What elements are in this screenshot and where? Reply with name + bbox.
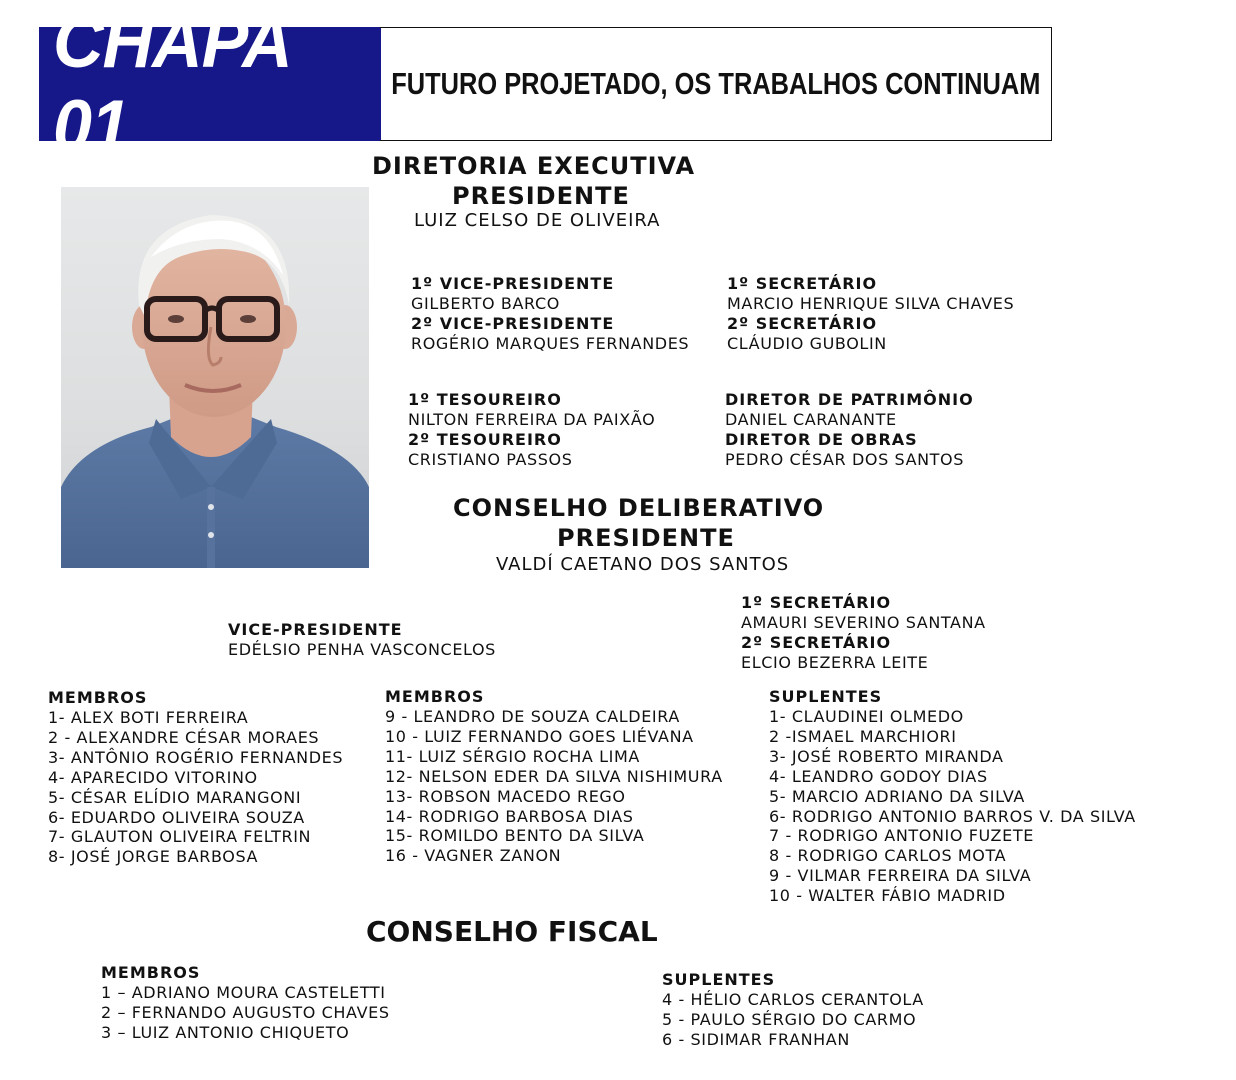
- fiscal-alternates-list: [662, 990, 924, 1050]
- tes1-label: 1º TESOUREIRO: [408, 390, 562, 409]
- tes2-name: CRISTIANO PASSOS: [408, 450, 573, 469]
- diretoria-vice-presidents: [411, 274, 689, 354]
- fiscal-members: [101, 963, 390, 1043]
- deliberativo-sec1-label: 1º SECRETÁRIO: [741, 593, 892, 612]
- diretoria-president-name: LUIZ CELSO DE OLIVEIRA: [414, 210, 661, 231]
- slogan-text: FUTURO PROJETADO, OS TRABALHOS CONTINUAM: [390, 66, 1041, 101]
- member-item: 15- ROMILDO BENTO DA SILVA: [385, 826, 645, 846]
- fiscal-member-item: 2 – FERNANDO AUGUSTO CHAVES: [101, 1002, 390, 1022]
- fiscal-alternates-label: SUPLENTES: [662, 970, 776, 989]
- member-item: 9 - LEANDRO DE SOUZA CALDEIRA: [385, 707, 680, 726]
- alternate-item: 4- LEANDRO GODOY DIAS: [769, 766, 988, 786]
- member-item: 11- LUIZ SÉRGIO ROCHA LIMA: [385, 746, 640, 766]
- member-item: 2 - ALEXANDRE CÉSAR MORAES: [48, 727, 320, 747]
- members-list: [385, 707, 723, 866]
- member-item: 4- APARECIDO VITORINO: [48, 767, 258, 787]
- member-item: 1- ALEX BOTI FERREIRA: [48, 708, 249, 727]
- slogan-box: [380, 27, 1052, 141]
- patrimonio-name: DANIEL CARANANTE: [725, 410, 897, 429]
- alternates-label: SUPLENTES: [769, 687, 883, 706]
- member-item: 8- JOSÉ JORGE BARBOSA: [48, 847, 259, 867]
- member-item: 16 - VAGNER ZANON: [385, 846, 562, 866]
- fiscal-members-label: MEMBROS: [101, 963, 201, 982]
- deliberativo-title: CONSELHO DELIBERATIVO: [453, 494, 825, 522]
- deliberativo-sec1-name: AMAURI SEVERINO SANTANA: [741, 613, 986, 632]
- president-portrait: [61, 187, 369, 568]
- member-item: 12- NELSON EDER DA SILVA NISHIMURA: [385, 766, 723, 786]
- fiscal-member-item: 3 – LUIZ ANTONIO CHIQUETO: [101, 1022, 350, 1042]
- sec2-label: 2º SECRETÁRIO: [727, 314, 878, 333]
- members-label: MEMBROS: [385, 687, 485, 706]
- sec1-label: 1º SECRETÁRIO: [727, 274, 878, 293]
- fiscal-members-list: [101, 983, 390, 1043]
- deliberativo-vice-president: [228, 620, 496, 660]
- tes2-label: 2º TESOUREIRO: [408, 430, 562, 449]
- slate-banner: [39, 1, 381, 167]
- alternate-item: 1- CLAUDINEI OLMEDO: [769, 707, 964, 726]
- member-item: 13- ROBSON MACEDO REGO: [385, 786, 626, 806]
- alternate-item: 6- RODRIGO ANTONIO BARROS V. DA SILVA: [769, 806, 1136, 826]
- vp1-label: 1º VICE-PRESIDENTE: [411, 274, 615, 293]
- member-item: 7- GLAUTON OLIVEIRA FELTRIN: [48, 827, 312, 847]
- alternate-item: 9 - VILMAR FERREIRA DA SILVA: [769, 866, 1032, 886]
- diretoria-treasurers: [408, 390, 655, 470]
- deliberativo-president-label: PRESIDENTE: [557, 524, 735, 552]
- deliberativo-sec2-name: ELCIO BEZERRA LEITE: [741, 653, 929, 672]
- member-item: 6- EDUARDO OLIVEIRA SOUZA: [48, 807, 305, 827]
- deliberativo-vp-label: VICE-PRESIDENTE: [228, 620, 403, 639]
- deliberativo-vp-name: EDÉLSIO PENHA VASCONCELOS: [228, 640, 496, 659]
- obras-name: PEDRO CÉSAR DOS SANTOS: [725, 450, 965, 469]
- sec2-name: CLÁUDIO GUBOLIN: [727, 334, 887, 353]
- alternate-item: 5- MARCIO ADRIANO DA SILVA: [769, 786, 1025, 806]
- fiscal-alternate-item: 5 - PAULO SÉRGIO DO CARMO: [662, 1009, 917, 1029]
- fiscal-member-item: 1 – ADRIANO MOURA CASTELETTI: [101, 983, 386, 1002]
- deliberativo-members-col2: [385, 687, 723, 866]
- tes1-name: NILTON FERREIRA DA PAIXÃO: [408, 410, 656, 429]
- diretoria-president-label: PRESIDENTE: [452, 182, 630, 210]
- alternate-item: 10 - WALTER FÁBIO MADRID: [769, 886, 1006, 906]
- deliberativo-secretaries: [741, 593, 986, 673]
- deliberativo-members-col1: [48, 688, 343, 867]
- fiscal-title: CONSELHO FISCAL: [366, 915, 658, 948]
- deliberativo-president-name: VALDÍ CAETANO DOS SANTOS: [496, 554, 790, 575]
- member-item: 5- CÉSAR ELÍDIO MARANGONI: [48, 787, 302, 807]
- obras-label: DIRETOR DE OBRAS: [725, 430, 918, 449]
- member-item: 14- RODRIGO BARBOSA DIAS: [385, 806, 634, 826]
- fiscal-alternates: [662, 970, 924, 1050]
- members-list: [48, 708, 343, 867]
- vp1-name: GILBERTO BARCO: [411, 294, 560, 313]
- patrimonio-label: DIRETOR DE PATRIMÔNIO: [725, 390, 974, 409]
- alternate-item: 3- JOSÉ ROBERTO MIRANDA: [769, 746, 1004, 766]
- alternate-item: 2 -ISMAEL MARCHIORI: [769, 726, 957, 746]
- fiscal-alternate-item: 4 - HÉLIO CARLOS CERANTOLA: [662, 990, 924, 1009]
- slate-title: CHAPA 01: [53, 1, 290, 167]
- member-item: 10 - LUIZ FERNANDO GOES LIÉVANA: [385, 726, 694, 746]
- vp2-label: 2º VICE-PRESIDENTE: [411, 314, 615, 333]
- vp2-name: ROGÉRIO MARQUES FERNANDES: [411, 334, 690, 353]
- diretoria-title: DIRETORIA EXECUTIVA: [372, 152, 696, 180]
- fiscal-alternate-item: 6 - SIDIMAR FRANHAN: [662, 1029, 850, 1049]
- deliberativo-alternates: [769, 687, 1136, 906]
- deliberativo-sec2-label: 2º SECRETÁRIO: [741, 633, 892, 652]
- members-label: MEMBROS: [48, 688, 148, 707]
- alternate-item: 7 - RODRIGO ANTONIO FUZETE: [769, 826, 1034, 846]
- alternates-list: [769, 707, 1136, 906]
- diretoria-secretaries: [727, 274, 1014, 354]
- alternate-item: 8 - RODRIGO CARLOS MOTA: [769, 846, 1007, 866]
- diretoria-directors: [725, 390, 974, 470]
- sec1-name: MARCIO HENRIQUE SILVA CHAVES: [727, 294, 1015, 313]
- president-photo: [61, 187, 369, 568]
- member-item: 3- ANTÔNIO ROGÉRIO FERNANDES: [48, 747, 344, 767]
